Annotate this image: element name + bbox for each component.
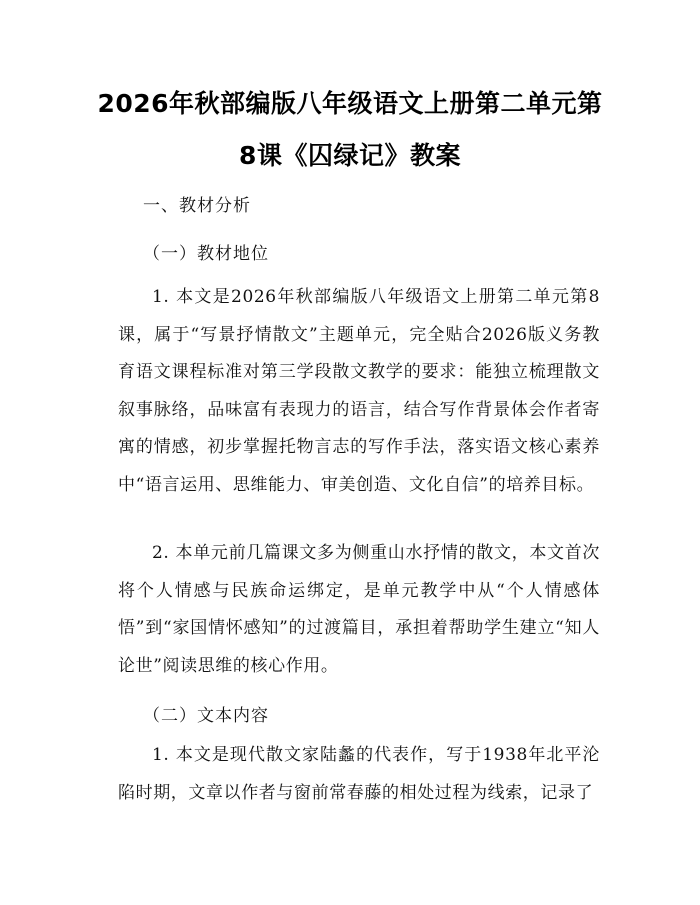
- document-title-line-1: 2026年秋部编版八年级语文上册第二单元第: [97, 89, 603, 118]
- paragraph-material-position-2: 2. 本单元前几篇课文多为侧重山水抒情的散文，本文首次将个人情感与民族命运绑定，是单元教学中从“个人情感体悟”到“家国情怀感知”的过渡篇目，承担着帮助学生建立“知人论世”阅读思维的核心作用。: [118, 543, 600, 676]
- subsection-heading-text-content: （二）文本内容: [143, 706, 269, 726]
- paragraph-material-position-1: 1. 本文是2026年秋部编版八年级语文上册第二单元第8课，属于“写景抒情散文”主题单元，完全贴合2026版义务教育语文课程标准对第三学段散文教学的要求：能独立梳理散文叙事脉络，品味富有表现力的语言，结合写作背景体会作者寄寓的情感，初步掌握托物言志的写作手法，落实语文核心素养中“语言运用、思维能力、审美创造、文化自信”的培养目标。: [118, 287, 600, 495]
- paragraph-text-content-1: 1. 本文是现代散文家陆蠡的代表作，写于1938年北平沦陷时期，文章以作者与窗前常春藤的相处过程为线索，记录了: [118, 745, 600, 803]
- section-heading-teaching-material-analysis: 一、教材分析: [143, 196, 251, 216]
- document-title-line-2: 8课《囚绿记》教案: [239, 141, 461, 170]
- subsection-heading-material-position: （一）教材地位: [143, 244, 269, 264]
